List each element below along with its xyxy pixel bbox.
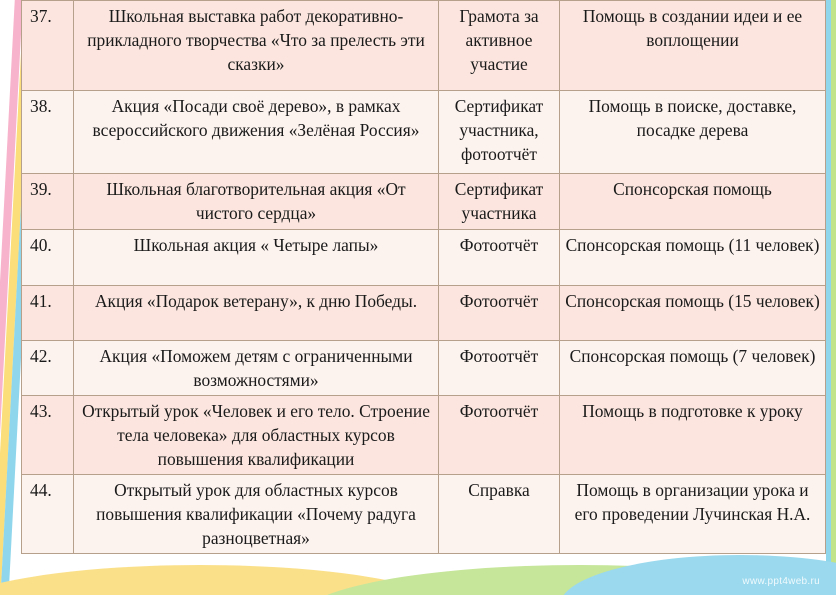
table-row bbox=[22, 396, 826, 475]
table-row bbox=[22, 174, 826, 230]
row-number: 43. bbox=[22, 396, 74, 475]
event-cell: Открытый урок для областных курсов повышения квалификации «Почему радуга разноцветная» bbox=[74, 475, 439, 554]
result-cell: Фотоотчёт bbox=[439, 341, 560, 396]
result-cell: Справка bbox=[439, 475, 560, 554]
help-cell: Помощь в подготовке к уроку bbox=[560, 396, 826, 475]
event-cell: Акция «Подарок ветерану», к дню Победы. bbox=[74, 286, 439, 341]
table-row bbox=[22, 1, 826, 91]
row-number: 42. bbox=[22, 341, 74, 396]
event-cell: Школьная акция « Четыре лапы» bbox=[74, 230, 439, 286]
table-row bbox=[22, 286, 826, 341]
result-cell: Фотоотчёт bbox=[439, 230, 560, 286]
stripe-green-right bbox=[831, 0, 836, 595]
help-cell: Помощь в поиске, доставке, посадке дерева bbox=[560, 91, 826, 174]
decorative-bottom-wave bbox=[0, 551, 836, 595]
watermark-text: www.ppt4web.ru bbox=[742, 576, 820, 587]
event-cell: Школьная благотворительная акция «От чистого сердца» bbox=[74, 174, 439, 230]
row-number: 44. bbox=[22, 475, 74, 554]
row-number: 41. bbox=[22, 286, 74, 341]
result-cell: Фотоотчёт bbox=[439, 396, 560, 475]
table-row bbox=[22, 230, 826, 286]
event-cell: Акция «Посади своё дерево», в рамках всероссийского движения «Зелёная Россия» bbox=[74, 91, 439, 174]
event-cell: Акция «Поможем детям с ограниченными возможностями» bbox=[74, 341, 439, 396]
help-cell: Помощь в создании идеи и ее воплощении bbox=[560, 1, 826, 91]
help-cell: Спонсорская помощь (11 человек) bbox=[560, 230, 826, 286]
wave-blue bbox=[560, 555, 836, 595]
help-cell: Спонсорская помощь (15 человек) bbox=[560, 286, 826, 341]
row-number: 38. bbox=[22, 91, 74, 174]
help-cell: Помощь в организации урока и его проведении Лучинская Н.А. bbox=[560, 475, 826, 554]
result-cell: Сертификат участника bbox=[439, 174, 560, 230]
result-cell: Фотоотчёт bbox=[439, 286, 560, 341]
row-number: 40. bbox=[22, 230, 74, 286]
row-number: 39. bbox=[22, 174, 74, 230]
event-cell: Школьная выставка работ декоративно-прикладного творчества «Что за прелесть эти сказки» bbox=[74, 1, 439, 91]
table-row bbox=[22, 341, 826, 396]
row-number: 37. bbox=[22, 1, 74, 91]
table-row bbox=[22, 475, 826, 554]
table-row bbox=[22, 91, 826, 174]
event-cell: Открытый урок «Человек и его тело. Строение тела человека» для областных курсов повышения квалификации bbox=[74, 396, 439, 475]
result-cell: Грамота за активное участие bbox=[439, 1, 560, 91]
help-cell: Спонсорская помощь bbox=[560, 174, 826, 230]
result-cell: Сертификат участника, фотоотчёт bbox=[439, 91, 560, 174]
help-cell: Спонсорская помощь (7 человек) bbox=[560, 341, 826, 396]
activity-table bbox=[21, 0, 826, 554]
